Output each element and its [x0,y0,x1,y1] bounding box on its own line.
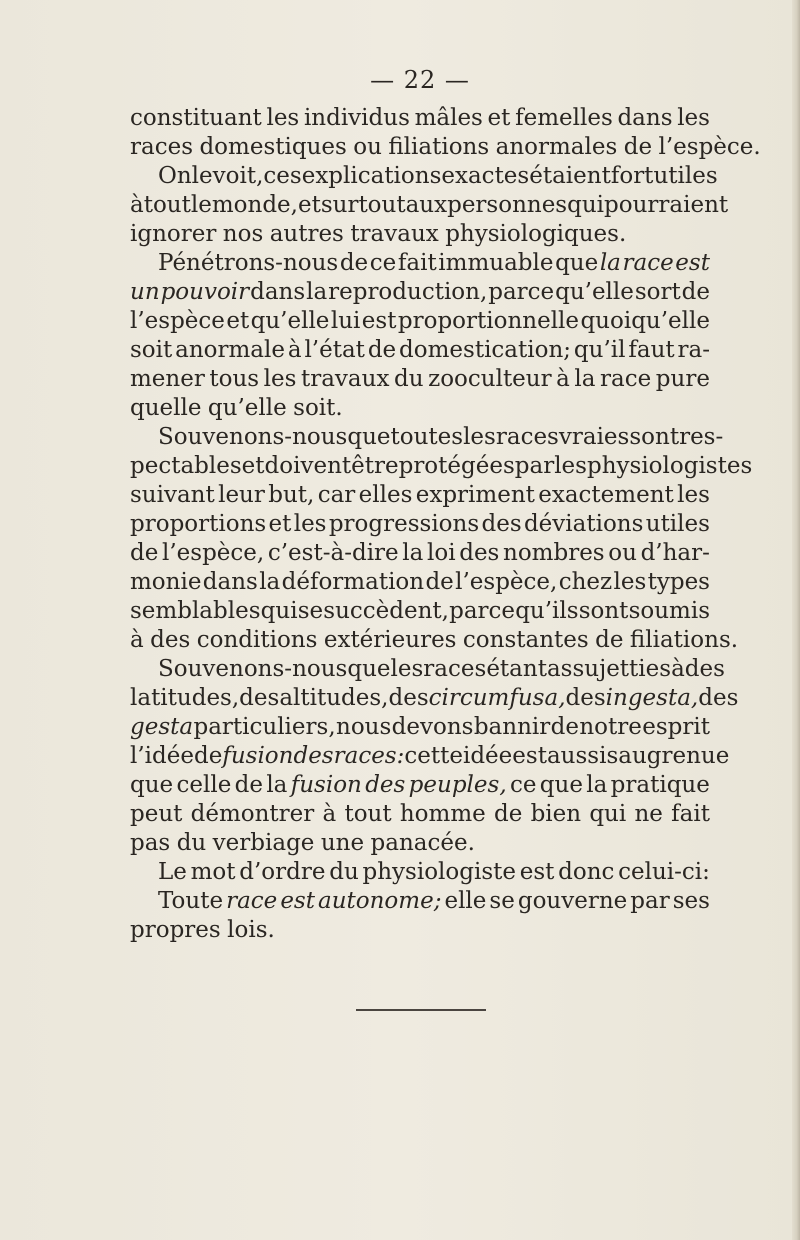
word: l’espèce, [161,540,265,566]
word: vraies [558,424,630,450]
word: qu’elle [250,308,330,334]
italic-word: des [365,772,406,798]
text-line [130,249,710,278]
word: parce [488,279,555,305]
word: la [586,772,608,798]
word: la [259,569,281,595]
word: des [388,685,429,711]
word: être [351,453,399,479]
word: ce [369,250,397,276]
word: qui [567,192,605,218]
word: ou [608,540,637,566]
italic-word: gesta [130,714,194,740]
word: qu’elle [207,395,287,421]
word: les [263,366,297,392]
word: zooculteur [428,366,552,392]
word: l’idée [130,743,194,769]
word: les [390,656,424,682]
word: est [361,308,397,334]
word: du [329,859,359,885]
text-line [130,307,710,336]
word: gouverne [517,888,628,914]
word: de [367,337,397,363]
word: peut [130,801,183,827]
word: utiles [645,511,710,537]
word: de [681,279,710,305]
word: proportionnelle [397,308,580,334]
word: filiations [388,134,490,160]
word: les [613,569,647,595]
word: voit, [212,163,264,189]
text-line [130,800,710,829]
body-text [130,104,761,945]
word: c’est-à-dire [267,540,399,566]
text-line [130,713,710,742]
word: est [512,743,547,769]
word: ne [634,801,663,827]
word: surtout [320,192,406,218]
word: Toute [158,888,224,914]
word: physiologiste [362,859,516,885]
text-line [130,684,739,713]
italic-word: des [293,743,334,769]
word: à [556,366,570,392]
word: mâles [414,105,483,131]
word: Pénétrons-nous [158,250,339,276]
text-line [130,539,710,568]
word: est [519,859,555,885]
word: du [176,830,207,856]
word: races [495,424,559,450]
word: notre [579,714,642,740]
word: les [463,424,496,450]
word: bannir [473,714,551,740]
word: celui-ci: [618,859,710,885]
word: domestication; [399,337,572,363]
word: , [690,685,699,711]
word: pure [655,366,710,392]
text-line [130,336,710,365]
text-line [130,162,718,191]
word: sont [629,424,680,450]
word: devons [391,714,474,740]
word: soumis [628,598,710,624]
italic-word: autonome; [318,888,442,914]
word: bien [530,801,582,827]
text-line [130,423,724,452]
word: quelle [130,395,202,421]
word: elle [444,888,487,914]
word: quoiqu’elle [580,308,710,334]
italic-word: pouvoir [160,279,250,305]
word: que [347,424,391,450]
word: soit [130,337,173,363]
word: physiologistes [586,453,753,479]
word: constantes [462,627,589,653]
text-line [130,510,710,539]
word: ; [433,888,442,914]
italic-word: peuples, [408,772,507,798]
word: exactes [441,163,530,189]
word: des [459,540,500,566]
word: Souvenons-nous [158,656,348,682]
word: pectables [130,453,242,479]
word: faut [628,337,675,363]
word: de [130,540,159,566]
italic-word: un [130,279,160,305]
word: de [339,250,369,276]
word: pas [130,830,171,856]
word: des [150,627,191,653]
italic-word: races: [333,743,405,769]
word: anormale [175,337,285,363]
italic-word: circumfusa, [428,685,566,711]
word: physiologiques. [445,221,627,247]
word: leur [218,482,265,508]
word: immuable [438,250,554,276]
italic-word: race [622,250,674,276]
word: mot [190,859,236,885]
text-line [130,104,710,133]
word: idée [462,743,513,769]
text-line [130,626,739,655]
text-line [130,916,710,945]
text-line [130,742,730,771]
word: par [514,453,555,479]
word: qui [260,598,298,624]
word: ces [263,163,302,189]
word: étaient [529,163,611,189]
word: tous [209,366,260,392]
word: donc [558,859,615,885]
italic-word: fusion [222,743,294,769]
word: l’espèce [130,308,225,334]
word: des [239,685,280,711]
word: les [677,482,710,508]
word: reproduction, [328,279,488,305]
word: toutes [390,424,464,450]
word: assujetties [546,656,672,682]
word: dans [202,569,258,595]
word: exactement [538,482,674,508]
word: dans [250,279,306,305]
word: races [130,134,194,160]
word: étant [486,656,547,682]
word: suivant [130,482,215,508]
word: cette [404,743,463,769]
word: ou [353,134,382,160]
word: semblables [130,598,261,624]
word: aussi [546,743,607,769]
word: se [297,598,324,624]
word: propres [130,917,221,943]
italic-word: est [280,888,315,914]
word: démontrer [190,801,315,827]
word: les [266,105,300,131]
word: proportions [130,511,267,537]
word: filiations. [629,627,739,653]
word: loi [427,540,456,566]
word: les [293,511,327,537]
word: races [423,656,487,682]
word: parce [449,598,516,624]
word: Le [158,859,187,885]
text-line [130,829,710,858]
italic-word: : [396,743,405,769]
text-line [130,481,710,510]
word: des [698,685,739,711]
word: ra- [677,337,710,363]
word: à [671,656,685,682]
word: travaux [300,366,390,392]
text-line [130,133,761,162]
word: doivent [264,453,352,479]
word: res- [679,424,724,450]
word: qu’ils [515,598,579,624]
word: succèdent, [323,598,449,624]
word: autres [269,221,344,247]
word: à [130,627,144,653]
word: de [595,627,624,653]
word: On [158,163,192,189]
word: lui [330,308,361,334]
page-edge [792,0,800,1240]
word: tout [344,801,392,827]
word: de [425,569,454,595]
word: des [684,656,725,682]
italic-word: fusion [290,772,362,798]
word: chez [558,569,613,595]
italic-word: ingesta, [605,685,699,711]
word: que [130,772,174,798]
word: que [555,250,599,276]
text-line [130,278,710,307]
word: qu’elle [555,279,634,305]
word: qu’il [573,337,626,363]
text-line [130,568,710,597]
word: Souvenons-nous [158,424,348,450]
word: l’état [304,337,365,363]
word: lois. [227,917,275,943]
word: et [226,308,250,334]
word: sort [634,279,681,305]
word: et [297,192,321,218]
word: des [481,511,522,537]
word: du [393,366,424,392]
word: esprit [642,714,710,740]
word: une [320,830,365,856]
word: la [574,366,596,392]
word: pratique [610,772,710,798]
word: altitudes, [279,685,389,711]
word: personnes [447,192,568,218]
word: à [287,337,302,363]
word: but, [268,482,315,508]
word: déformation [281,569,425,595]
word: panacée. [370,830,475,856]
word: dans [617,105,673,131]
word: d’ordre [239,859,326,885]
word: verbiage [212,830,315,856]
word: des [565,685,606,711]
word: expriment [415,482,535,508]
word: extérieures [323,627,457,653]
word: elles [358,482,413,508]
word: aux [405,192,448,218]
word: types [647,569,710,595]
word: conditions [196,627,318,653]
text-line [130,191,729,220]
text-line [130,597,710,626]
word: de [493,801,523,827]
text-line [130,394,710,423]
word: que [539,772,583,798]
word: fait [671,801,710,827]
word: tout [143,192,191,218]
word: et [241,453,265,479]
word: et [268,511,292,537]
word: déviations [523,511,644,537]
word: : [702,859,710,885]
word: nombres [503,540,605,566]
italic-word: race [226,888,278,914]
word: race [600,366,652,392]
word: celle [176,772,232,798]
text-line [130,887,710,916]
word: protégées [398,453,515,479]
word: monie [130,569,202,595]
word: la [402,540,424,566]
word: la [306,279,328,305]
word: soit. [293,395,343,421]
text-line [130,655,725,684]
text-line [130,771,710,800]
word: saugrenue [606,743,730,769]
word: l’espèce. [658,134,761,160]
word: de [550,714,579,740]
word: de [234,772,263,798]
section-rule [356,1009,486,1011]
text-line [130,858,710,887]
word: monde, [211,192,298,218]
italic-word: est [675,250,710,276]
word: qui [589,801,627,827]
word: mener [130,366,205,392]
word: individus [303,105,410,131]
word: par [630,888,670,914]
word: les [677,105,710,131]
word: progressions [328,511,480,537]
word: nos [222,221,264,247]
text-line [130,452,753,481]
word: particuliers, [193,714,336,740]
word: se [489,888,515,914]
word: d’har- [640,540,710,566]
word: explications [301,163,442,189]
word: la [266,772,288,798]
word: sont [578,598,629,624]
italic-word: la [599,250,621,276]
word: que [347,656,391,682]
word: car [317,482,356,508]
page-number: — 22 — [370,66,470,94]
word: anormales [495,134,618,160]
word: l’espèce, [455,569,558,595]
word: nous [336,714,392,740]
word: à [322,801,337,827]
word: pourraient [604,192,729,218]
word: le [191,163,213,189]
word: ses [672,888,710,914]
word: femelles [515,105,613,131]
word: latitudes, [130,685,240,711]
word: les [554,453,587,479]
word: domestiques [199,134,347,160]
word: utiles [653,163,718,189]
word: le [190,192,212,218]
text-line [130,365,710,394]
word: et [487,105,511,131]
word: homme [399,801,486,827]
word: à [130,192,144,218]
word: fait [397,250,437,276]
word: de [193,743,223,769]
word: ignorer [130,221,217,247]
word: de [623,134,653,160]
text-line [130,220,710,249]
word: , [558,685,566,711]
word: travaux [350,221,439,247]
word: ce [509,772,537,798]
word: fort [610,163,654,189]
word: constituant [130,105,262,131]
